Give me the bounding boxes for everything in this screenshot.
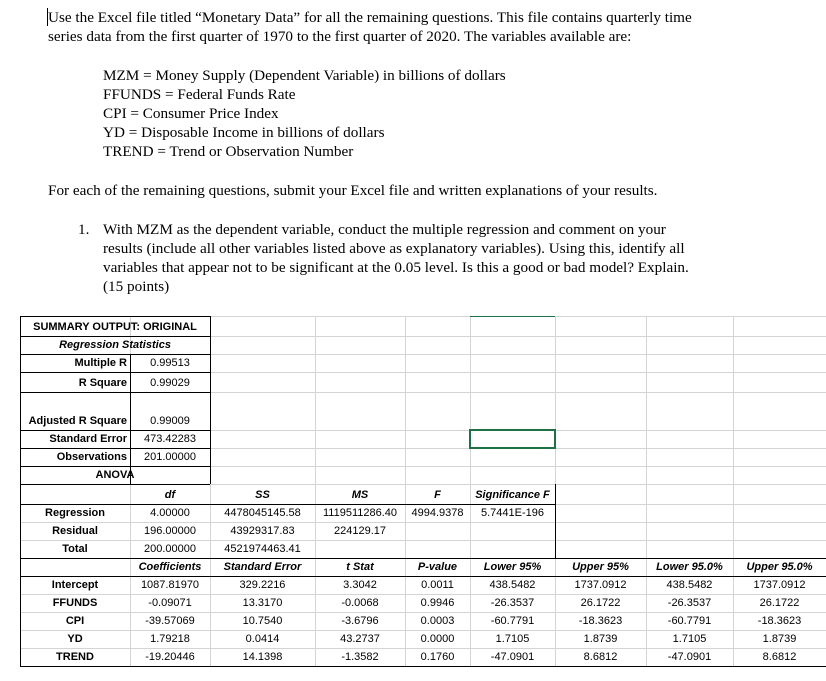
- coefficient-value-cell[interactable]: 0.0011: [421, 579, 454, 591]
- stat-label-cell[interactable]: Multiple R: [74, 357, 127, 369]
- coefficient-row-label[interactable]: Intercept: [51, 579, 99, 591]
- anova-ss-cell[interactable]: 4478045145.58: [224, 507, 301, 519]
- coefficient-value-cell[interactable]: -0.09071: [148, 597, 192, 609]
- coefficient-value-cell[interactable]: 1.8739: [583, 633, 618, 645]
- anova-significance-cell[interactable]: [473, 522, 552, 540]
- stat-label-cell[interactable]: Observations: [56, 451, 127, 463]
- coefficient-value-cell[interactable]: -26.3537: [490, 597, 535, 609]
- coefficient-value-cell[interactable]: 1.79218: [150, 633, 190, 645]
- column-highlight-line: [470, 316, 555, 317]
- coefficient-header-cell[interactable]: Lower 95.0%: [656, 561, 723, 573]
- anova-ms-cell[interactable]: 1119511286.40: [322, 507, 398, 519]
- coefficient-header-cell[interactable]: Upper 95%: [572, 561, 629, 573]
- coefficient-value-cell[interactable]: 438.5482: [666, 579, 713, 591]
- anova-row-label[interactable]: Total: [62, 543, 88, 555]
- coefficient-value-cell[interactable]: 10.7540: [242, 615, 283, 627]
- anova-f-cell[interactable]: [408, 522, 467, 540]
- anova-header-cell[interactable]: df: [164, 489, 176, 501]
- border-line: [20, 666, 826, 667]
- stat-value-cell[interactable]: 201.00000: [144, 451, 196, 463]
- anova-df-cell[interactable]: 200.00000: [144, 543, 196, 555]
- coefficient-value-cell[interactable]: 1737.0912: [574, 579, 627, 591]
- coefficient-value-cell[interactable]: 8.6812: [583, 651, 618, 663]
- coefficient-row-label[interactable]: TREND: [56, 651, 94, 663]
- variable-yd: YD = Disposable Income in billions of dollars: [103, 124, 385, 141]
- variable-trend: TREND = Trend or Observation Number: [103, 143, 354, 160]
- question-number: 1.: [78, 221, 90, 238]
- border-line: [20, 316, 210, 317]
- anova-significance-cell[interactable]: 5.7441E-196: [481, 507, 544, 519]
- anova-significance-cell[interactable]: [473, 540, 552, 558]
- anova-row-label[interactable]: Residual: [52, 525, 98, 537]
- anova-header-cell[interactable]: Significance F: [475, 489, 550, 501]
- anova-df-cell[interactable]: 4.00000: [150, 507, 190, 519]
- question-line-3: variables that appear not to be significant at the 0.05 level. Is this a good or bad model? Explain.: [103, 259, 689, 276]
- coefficient-value-cell[interactable]: 1.7105: [495, 633, 530, 645]
- coefficient-row-label[interactable]: CPI: [65, 615, 85, 627]
- variable-mzm: MZM = Money Supply (Dependent Variable) in billions of dollars: [103, 67, 506, 84]
- coefficient-value-cell[interactable]: 438.5482: [489, 579, 536, 591]
- border-line: [130, 354, 131, 484]
- anova-ss-cell[interactable]: 43929317.83: [230, 525, 295, 537]
- coefficient-header-cell[interactable]: Standard Error: [223, 561, 302, 573]
- spreadsheet-summary-output[interactable]: [20, 316, 826, 668]
- stat-label-cell[interactable]: Standard Error: [49, 433, 127, 445]
- coefficient-header-cell[interactable]: Lower 95%: [483, 561, 542, 573]
- border-line: [20, 484, 210, 485]
- coefficient-value-cell[interactable]: 26.1722: [759, 597, 800, 609]
- intro-line-2: series data from the first quarter of 1970 to the first quarter of 2020. The variables available are:: [48, 28, 632, 45]
- anova-row-label[interactable]: Regression: [45, 507, 105, 519]
- question-line-1: With MZM as the dependent variable, conduct the multiple regression and comment on your: [103, 221, 666, 238]
- border-line: [20, 372, 210, 373]
- coefficient-value-cell[interactable]: 8.6812: [762, 651, 797, 663]
- coefficient-value-cell[interactable]: 329.2216: [239, 579, 286, 591]
- anova-label-cell[interactable]: ANOVA: [95, 469, 135, 481]
- stat-label-cell[interactable]: R Square: [78, 377, 127, 389]
- coefficient-value-cell[interactable]: -3.6796: [341, 615, 379, 627]
- anova-header-cell[interactable]: MS: [351, 489, 369, 501]
- coefficient-value-cell[interactable]: 1737.0912: [753, 579, 806, 591]
- coefficient-value-cell[interactable]: 26.1722: [580, 597, 621, 609]
- intro-line-1: Use the Excel file titled “Monetary Data” for all the remaining questions. This file contains quarterly time: [48, 9, 692, 26]
- coefficient-header-cell[interactable]: Upper 95.0%: [746, 561, 813, 573]
- border-line: [20, 316, 21, 484]
- border-line: [20, 392, 210, 393]
- coefficient-value-cell[interactable]: 1.7105: [672, 633, 707, 645]
- coefficient-value-cell[interactable]: -19.20446: [145, 651, 195, 663]
- stat-label-cell[interactable]: Adjusted R Square: [28, 415, 127, 427]
- question-line-4: (15 points): [103, 278, 170, 295]
- grid-column-line: [315, 316, 316, 666]
- variable-cpi: CPI = Consumer Price Index: [103, 105, 279, 122]
- coefficient-value-cell[interactable]: 1087.81970: [140, 579, 200, 591]
- selected-cell-outline[interactable]: [469, 429, 556, 449]
- coefficient-value-cell[interactable]: -39.57069: [145, 615, 195, 627]
- coefficient-value-cell[interactable]: -0.0068: [341, 597, 379, 609]
- border-line: [210, 316, 211, 484]
- coefficient-value-cell[interactable]: 1.8739: [762, 633, 797, 645]
- coefficient-value-cell[interactable]: 0.1760: [420, 651, 455, 663]
- coefficient-value-cell[interactable]: -18.3623: [757, 615, 802, 627]
- coefficient-value-cell[interactable]: -47.0901: [667, 651, 712, 663]
- coefficient-value-cell[interactable]: 3.3042: [343, 579, 377, 591]
- coefficient-header-cell[interactable]: Coefficients: [138, 561, 202, 573]
- anova-df-cell[interactable]: 196.00000: [144, 525, 196, 537]
- coefficient-row-label[interactable]: YD: [67, 633, 83, 645]
- coefficient-value-cell[interactable]: -47.0901: [490, 651, 535, 663]
- regression-statistics-header[interactable]: Regression Statistics: [59, 339, 171, 351]
- anova-header-cell[interactable]: SS: [255, 489, 270, 501]
- coefficient-value-cell[interactable]: -26.3537: [667, 597, 712, 609]
- instruction-text: For each of the remaining questions, submit your Excel file and written explanations of your results.: [48, 182, 658, 199]
- grid-column-line: [470, 316, 471, 666]
- grid-column-line: [405, 316, 406, 666]
- coefficient-value-cell[interactable]: 0.9946: [420, 597, 455, 609]
- coefficient-value-cell[interactable]: -60.7791: [490, 615, 535, 627]
- anova-f-cell[interactable]: 4994.9378: [411, 507, 464, 519]
- stat-value-cell[interactable]: 473.42283: [144, 433, 196, 445]
- question-line-2: results (include all other variables listed above as explanatory variables). Using this, identify all: [103, 240, 685, 257]
- document-text: [0, 0, 826, 300]
- coefficient-header-cell[interactable]: P-value: [417, 561, 458, 573]
- coefficient-value-cell[interactable]: 43.2737: [340, 633, 380, 645]
- summary-title-cell[interactable]: SUMMARY OUTPUT: ORIGINAL: [33, 321, 197, 333]
- border-line: [555, 484, 556, 558]
- anova-ms-cell[interactable]: [318, 540, 402, 558]
- anova-ms-cell[interactable]: 224129.17: [334, 525, 386, 537]
- grid-column-line: [646, 316, 647, 666]
- coefficient-value-cell[interactable]: 13.3170: [242, 597, 283, 609]
- anova-header-cell[interactable]: F: [434, 489, 441, 501]
- stat-value-cell[interactable]: 0.99009: [150, 415, 190, 427]
- stat-value-cell[interactable]: 0.99029: [150, 377, 190, 389]
- anova-f-cell[interactable]: [408, 540, 467, 558]
- border-line: [20, 484, 21, 666]
- variable-ffunds: FFUNDS = Federal Funds Rate: [103, 86, 296, 103]
- coefficient-value-cell[interactable]: 0.0003: [420, 615, 455, 627]
- coefficient-value-cell[interactable]: -60.7791: [667, 615, 712, 627]
- grid-column-line: [733, 316, 734, 666]
- anova-ss-cell[interactable]: 4521974463.41: [224, 543, 301, 555]
- coefficient-value-cell[interactable]: 0.0414: [245, 633, 280, 645]
- coefficient-value-cell[interactable]: -18.3623: [578, 615, 623, 627]
- coefficient-row-label[interactable]: FFUNDS: [52, 597, 98, 609]
- coefficient-header-cell[interactable]: t Stat: [346, 561, 374, 573]
- stat-value-cell[interactable]: 0.99513: [150, 357, 190, 369]
- coefficient-value-cell[interactable]: 14.1398: [242, 651, 283, 663]
- coefficient-value-cell[interactable]: 0.0000: [420, 633, 455, 645]
- coefficient-value-cell[interactable]: -1.3582: [341, 651, 379, 663]
